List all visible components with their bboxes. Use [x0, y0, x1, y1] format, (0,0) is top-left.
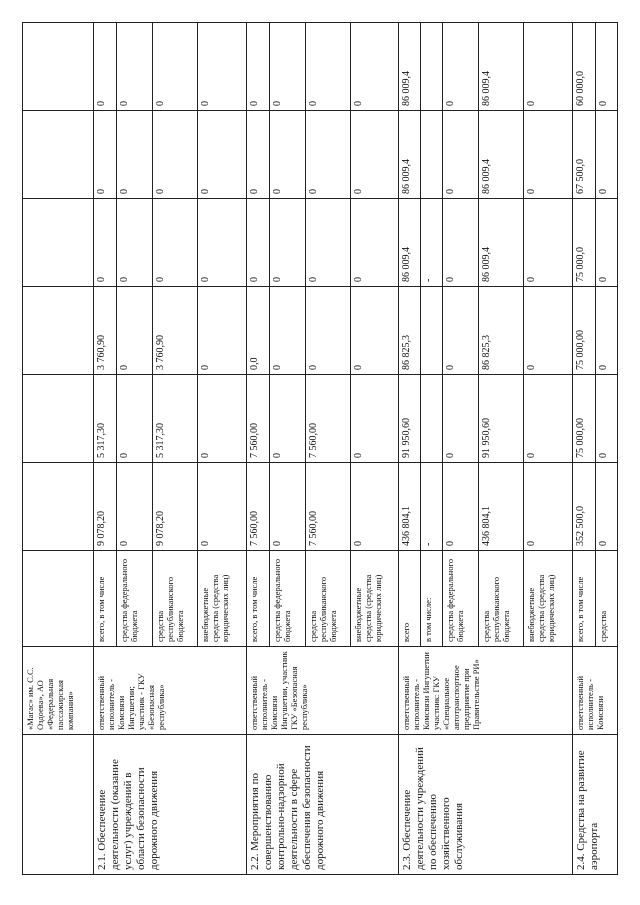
value-cell: 0 [350, 463, 399, 551]
source-label: внебюджетные средства (средства юридических лиц) [524, 551, 573, 647]
value-cell: 0 [524, 199, 573, 287]
source-label: средства федерального бюджета [116, 551, 152, 647]
value-cell [421, 287, 443, 375]
value-cell: 0 [197, 463, 246, 551]
value-cell: 0 [93, 111, 116, 199]
value-cell: 67 500,0 [572, 111, 595, 199]
name-cell [23, 735, 94, 875]
value-cell: 0 [269, 199, 305, 287]
value-cell: 0 [269, 287, 305, 375]
value-cell: 0 [443, 375, 479, 463]
source-label: всего [399, 551, 421, 647]
value-cell: 86 825,3 [479, 287, 524, 375]
value-cell: 0 [152, 23, 197, 111]
responsible-cell: «Магас» им. С.С. Оздоева», АО «Федеральная пассажирская компания» [23, 647, 94, 735]
value-cell: 86 825,3 [399, 287, 421, 375]
value-cell: 0 [524, 287, 573, 375]
value-cell: 3 760,90 [152, 287, 197, 375]
value-cell: 0 [246, 111, 269, 199]
value-cell: 0 [443, 111, 479, 199]
value-cell: 7 560,00 [246, 463, 269, 551]
source-label: всего, в том числе [246, 551, 269, 647]
value-cell: 86 009,4 [479, 23, 524, 111]
value-cell: 3 760,90 [93, 287, 116, 375]
table-row [93, 23, 116, 875]
name-cell: 2.1. Обеспечение деятельности (оказание услуг) учреждений в области безопасности дорожного движения [93, 735, 246, 875]
value-cell: 0 [350, 287, 399, 375]
value-cell [421, 23, 443, 111]
value-cell: 0 [443, 199, 479, 287]
source-label: средства республиканского бюджета [152, 551, 197, 647]
source-label: всего, в том числе [93, 551, 116, 647]
value-cell: 0 [93, 199, 116, 287]
value-cell: 0 [305, 199, 350, 287]
value-cell: 0 [305, 111, 350, 199]
value-cell: 0 [197, 199, 246, 287]
value-cell: 0 [269, 111, 305, 199]
value-cell: 7 560,00 [246, 375, 269, 463]
value-cell: 0 [152, 199, 197, 287]
value-cell: 0 [93, 23, 116, 111]
value-cell: 0 [524, 463, 573, 551]
value-cell: 0 [596, 199, 618, 287]
value-cell [421, 111, 443, 199]
value-cell: 60 000,0 [572, 23, 595, 111]
source-label: всего, в том числе [572, 551, 595, 647]
table-row [399, 23, 421, 875]
value-cell: 0 [197, 23, 246, 111]
value-cell: 75 000,00 [572, 375, 595, 463]
responsible-cell: ответственный исполнитель - Комсвязи Ингушетии, участник ГКУ «Безопасная республика» [246, 647, 399, 735]
value-cell: 0 [269, 463, 305, 551]
value-cell: 7 560,00 [305, 463, 350, 551]
value-cell: 0 [116, 111, 152, 199]
value-cell: 86 009,4 [399, 111, 421, 199]
value-cell: 75 000,00 [572, 287, 595, 375]
value-cell: 0 [116, 199, 152, 287]
source-label: в том числе: [421, 551, 443, 647]
value-cell: 0 [350, 23, 399, 111]
value-cell: 0 [350, 375, 399, 463]
responsible-cell: ответственный исполнитель - Комсвязи Ингушетии участник: ГКУ «Специальное автотранспортное предприятие при Правительстве РИ» [399, 647, 572, 735]
source-label: средства [596, 551, 618, 647]
value-cell: 0 [152, 111, 197, 199]
value-cell: 0 [116, 463, 152, 551]
table-row [246, 23, 269, 875]
value-cell: 436 804,1 [479, 463, 524, 551]
value-cell: 5 317,30 [152, 375, 197, 463]
value-cell: 0 [197, 111, 246, 199]
value-cell: 0 [443, 287, 479, 375]
budget-table [22, 22, 618, 875]
value-cell: 0 [596, 463, 618, 551]
source-label: средства республиканского бюджета [305, 551, 350, 647]
value-cell: 436 804,1 [399, 463, 421, 551]
name-cell: 2.4. Средства на развитие аэропорта [572, 735, 617, 875]
value-cell: 0 [596, 23, 618, 111]
value-cell: 86 009,4 [479, 111, 524, 199]
source-label: средства республиканского бюджета [479, 551, 524, 647]
value-cell: 0 [524, 111, 573, 199]
value-cell: - [421, 463, 443, 551]
name-cell: 2.2. Мероприятия по совершенствованию контрольно-надзорной деятельности в сфере обеспечения безопасности дорожного движения [246, 735, 399, 875]
source-label: внебюджетные средства (средства юридических лиц) [197, 551, 246, 647]
value-cell: 7 560,00 [305, 375, 350, 463]
value-cell: 0 [524, 375, 573, 463]
value-cell [421, 375, 443, 463]
value-cell: 352 500,0 [572, 463, 595, 551]
value-cell: 0 [443, 463, 479, 551]
value-cell: 0 [350, 199, 399, 287]
value-cell: 0 [246, 199, 269, 287]
value-cell: 86 009,4 [399, 199, 421, 287]
value-cell: - [421, 199, 443, 287]
value-cell: 91 950,60 [479, 375, 524, 463]
responsible-cell: ответственный исполнитель - Комсвязи Ингушетии; участник - ГКУ «Безопасная республика» [93, 647, 246, 735]
value-cell: 0 [197, 375, 246, 463]
value-cell: 0 [116, 375, 152, 463]
value-cell: 0 [305, 287, 350, 375]
value-cell: 0 [269, 375, 305, 463]
value-cell: 0 [350, 111, 399, 199]
responsible-cell: ответственный исполнитель - Комсвязи [572, 647, 617, 735]
value-cell: 0 [246, 23, 269, 111]
source-label: средства федерального бюджета [443, 551, 479, 647]
value-cell: 0,0 [246, 287, 269, 375]
table-row [23, 23, 94, 875]
value-cell: 0 [596, 287, 618, 375]
value-cell: 0 [305, 23, 350, 111]
value-cell: 9 078,20 [152, 463, 197, 551]
value-cell: 0 [596, 375, 618, 463]
value-cell: 0 [269, 23, 305, 111]
value-cell: 5 317,30 [93, 375, 116, 463]
value-cell: 0 [443, 23, 479, 111]
source-label: средства федерального бюджета [269, 551, 305, 647]
table-row [572, 23, 595, 875]
value-cell: 0 [596, 111, 618, 199]
name-cell: 2.3. Обеспечение деятельности учреждений по обеспечению хозяйственного обслуживания [399, 735, 572, 875]
value-cell: 86 009,4 [399, 23, 421, 111]
value-cell: 0 [197, 287, 246, 375]
value-cell: 91 950,60 [399, 375, 421, 463]
value-cell: 0 [116, 287, 152, 375]
value-cell: 0 [524, 23, 573, 111]
value-cell: 0 [116, 23, 152, 111]
source-label: внебюджетные средства (средства юридических лиц) [350, 551, 399, 647]
value-cell: 86 009,4 [479, 199, 524, 287]
value-cell: 75 000,0 [572, 199, 595, 287]
value-cell: 9 078,20 [93, 463, 116, 551]
